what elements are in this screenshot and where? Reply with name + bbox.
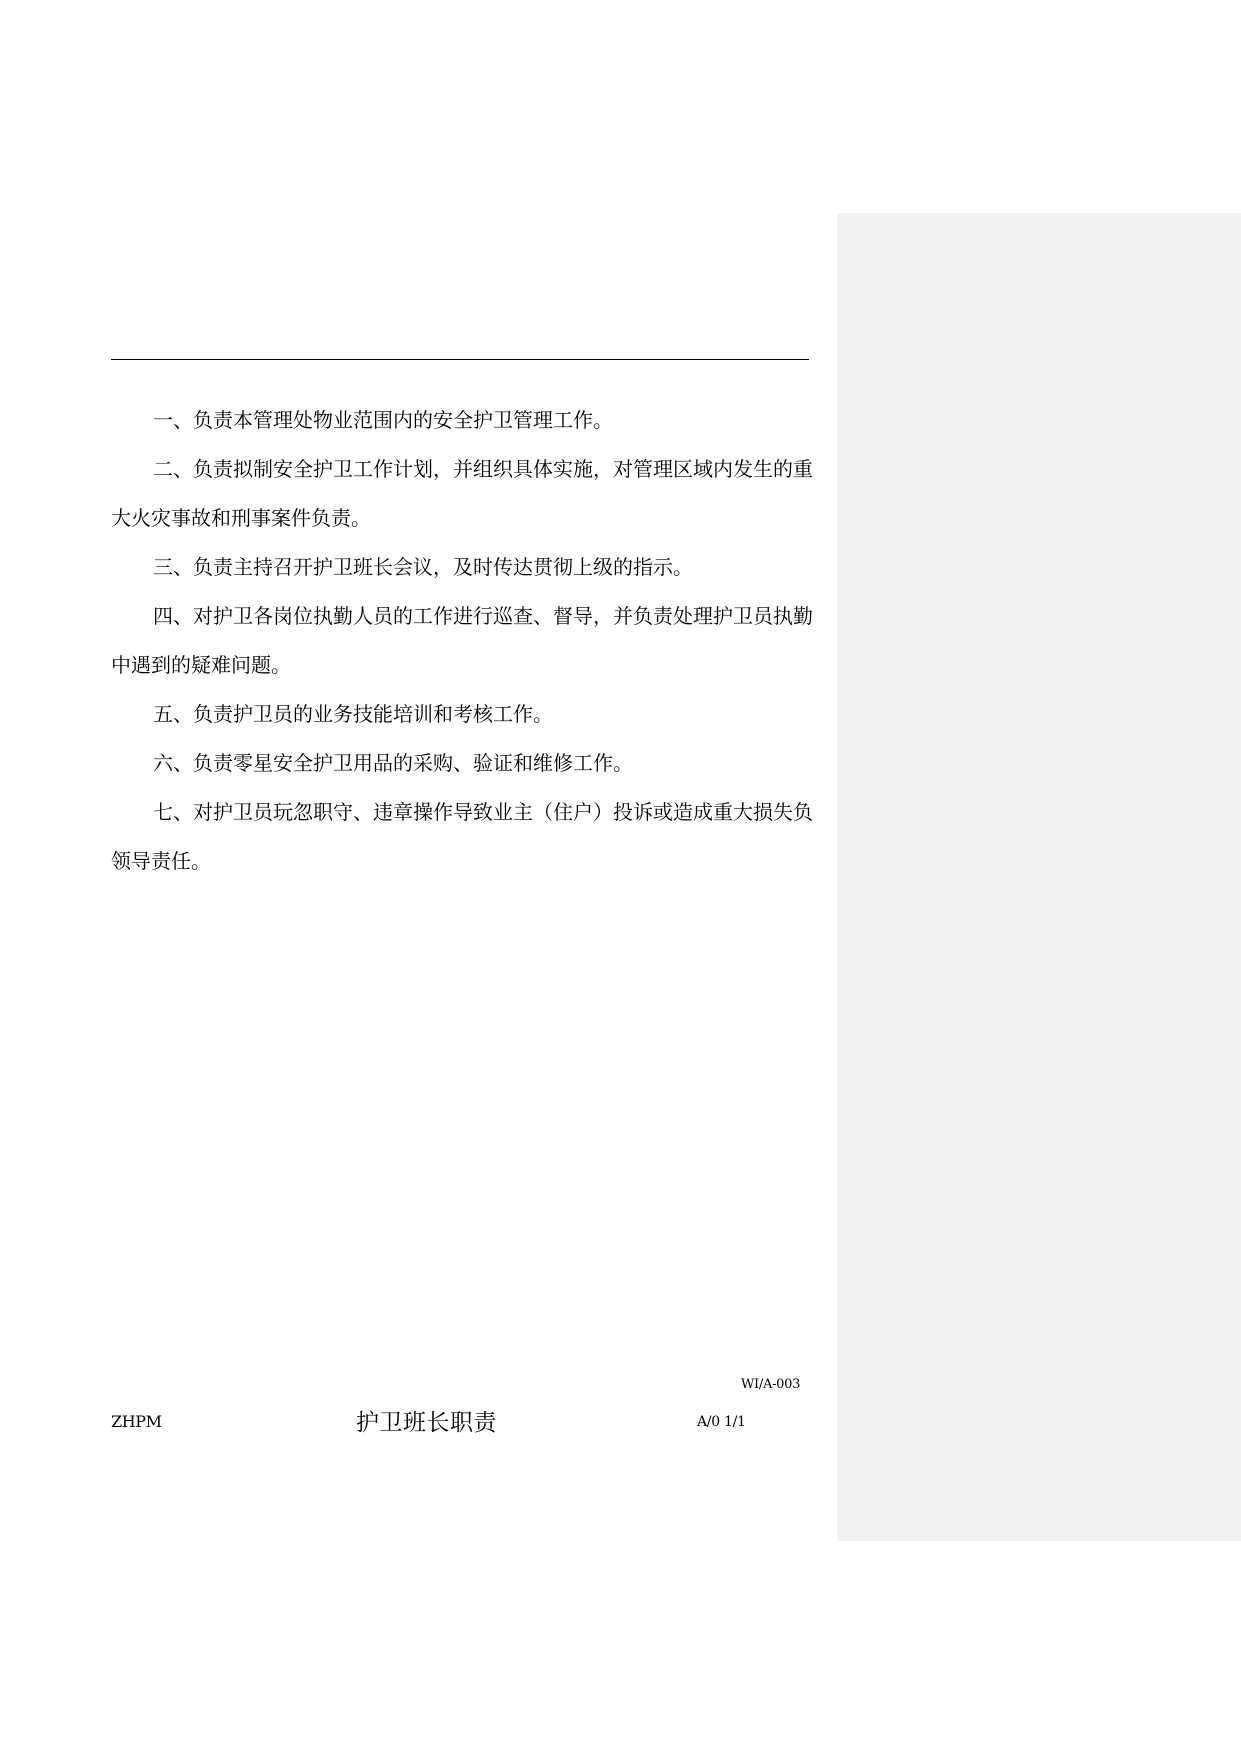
paragraph-2: 二、负责拟制安全护卫工作计划，并组织具体实施，对管理区域内发生的重大火灾事故和刑事案件负责。 [111,457,813,530]
paragraph-1: 一、负责本管理处物业范围内的安全护卫管理工作。 [153,408,613,432]
paragraph-4: 四、对护卫各岗位执勤人员的工作进行巡查、督导，并负责处理护卫员执勤中遇到的疑难问题。 [111,604,813,677]
document-code: WI/A-003 [741,1377,801,1392]
header-rule [111,359,809,360]
document-body [111,396,821,886]
document-title: 护卫班长职责 [356,1410,497,1436]
paragraph-7: 七、对护卫员玩忽职守、违章操作导致业主（住户）投诉或造成重大损失负领导责任。 [111,800,813,873]
comment-pane [837,213,1241,1541]
revision-page: A/0 1/1 [697,1414,746,1430]
paragraph-3: 三、负责主持召开护卫班长会议，及时传达贯彻上级的指示。 [153,555,693,579]
paragraph-5: 五、负责护卫员的业务技能培训和考核工作。 [153,702,553,726]
paragraph-6: 六、负责零星安全护卫用品的采购、验证和维修工作。 [153,751,633,775]
company-code: ZHPM [111,1412,162,1431]
